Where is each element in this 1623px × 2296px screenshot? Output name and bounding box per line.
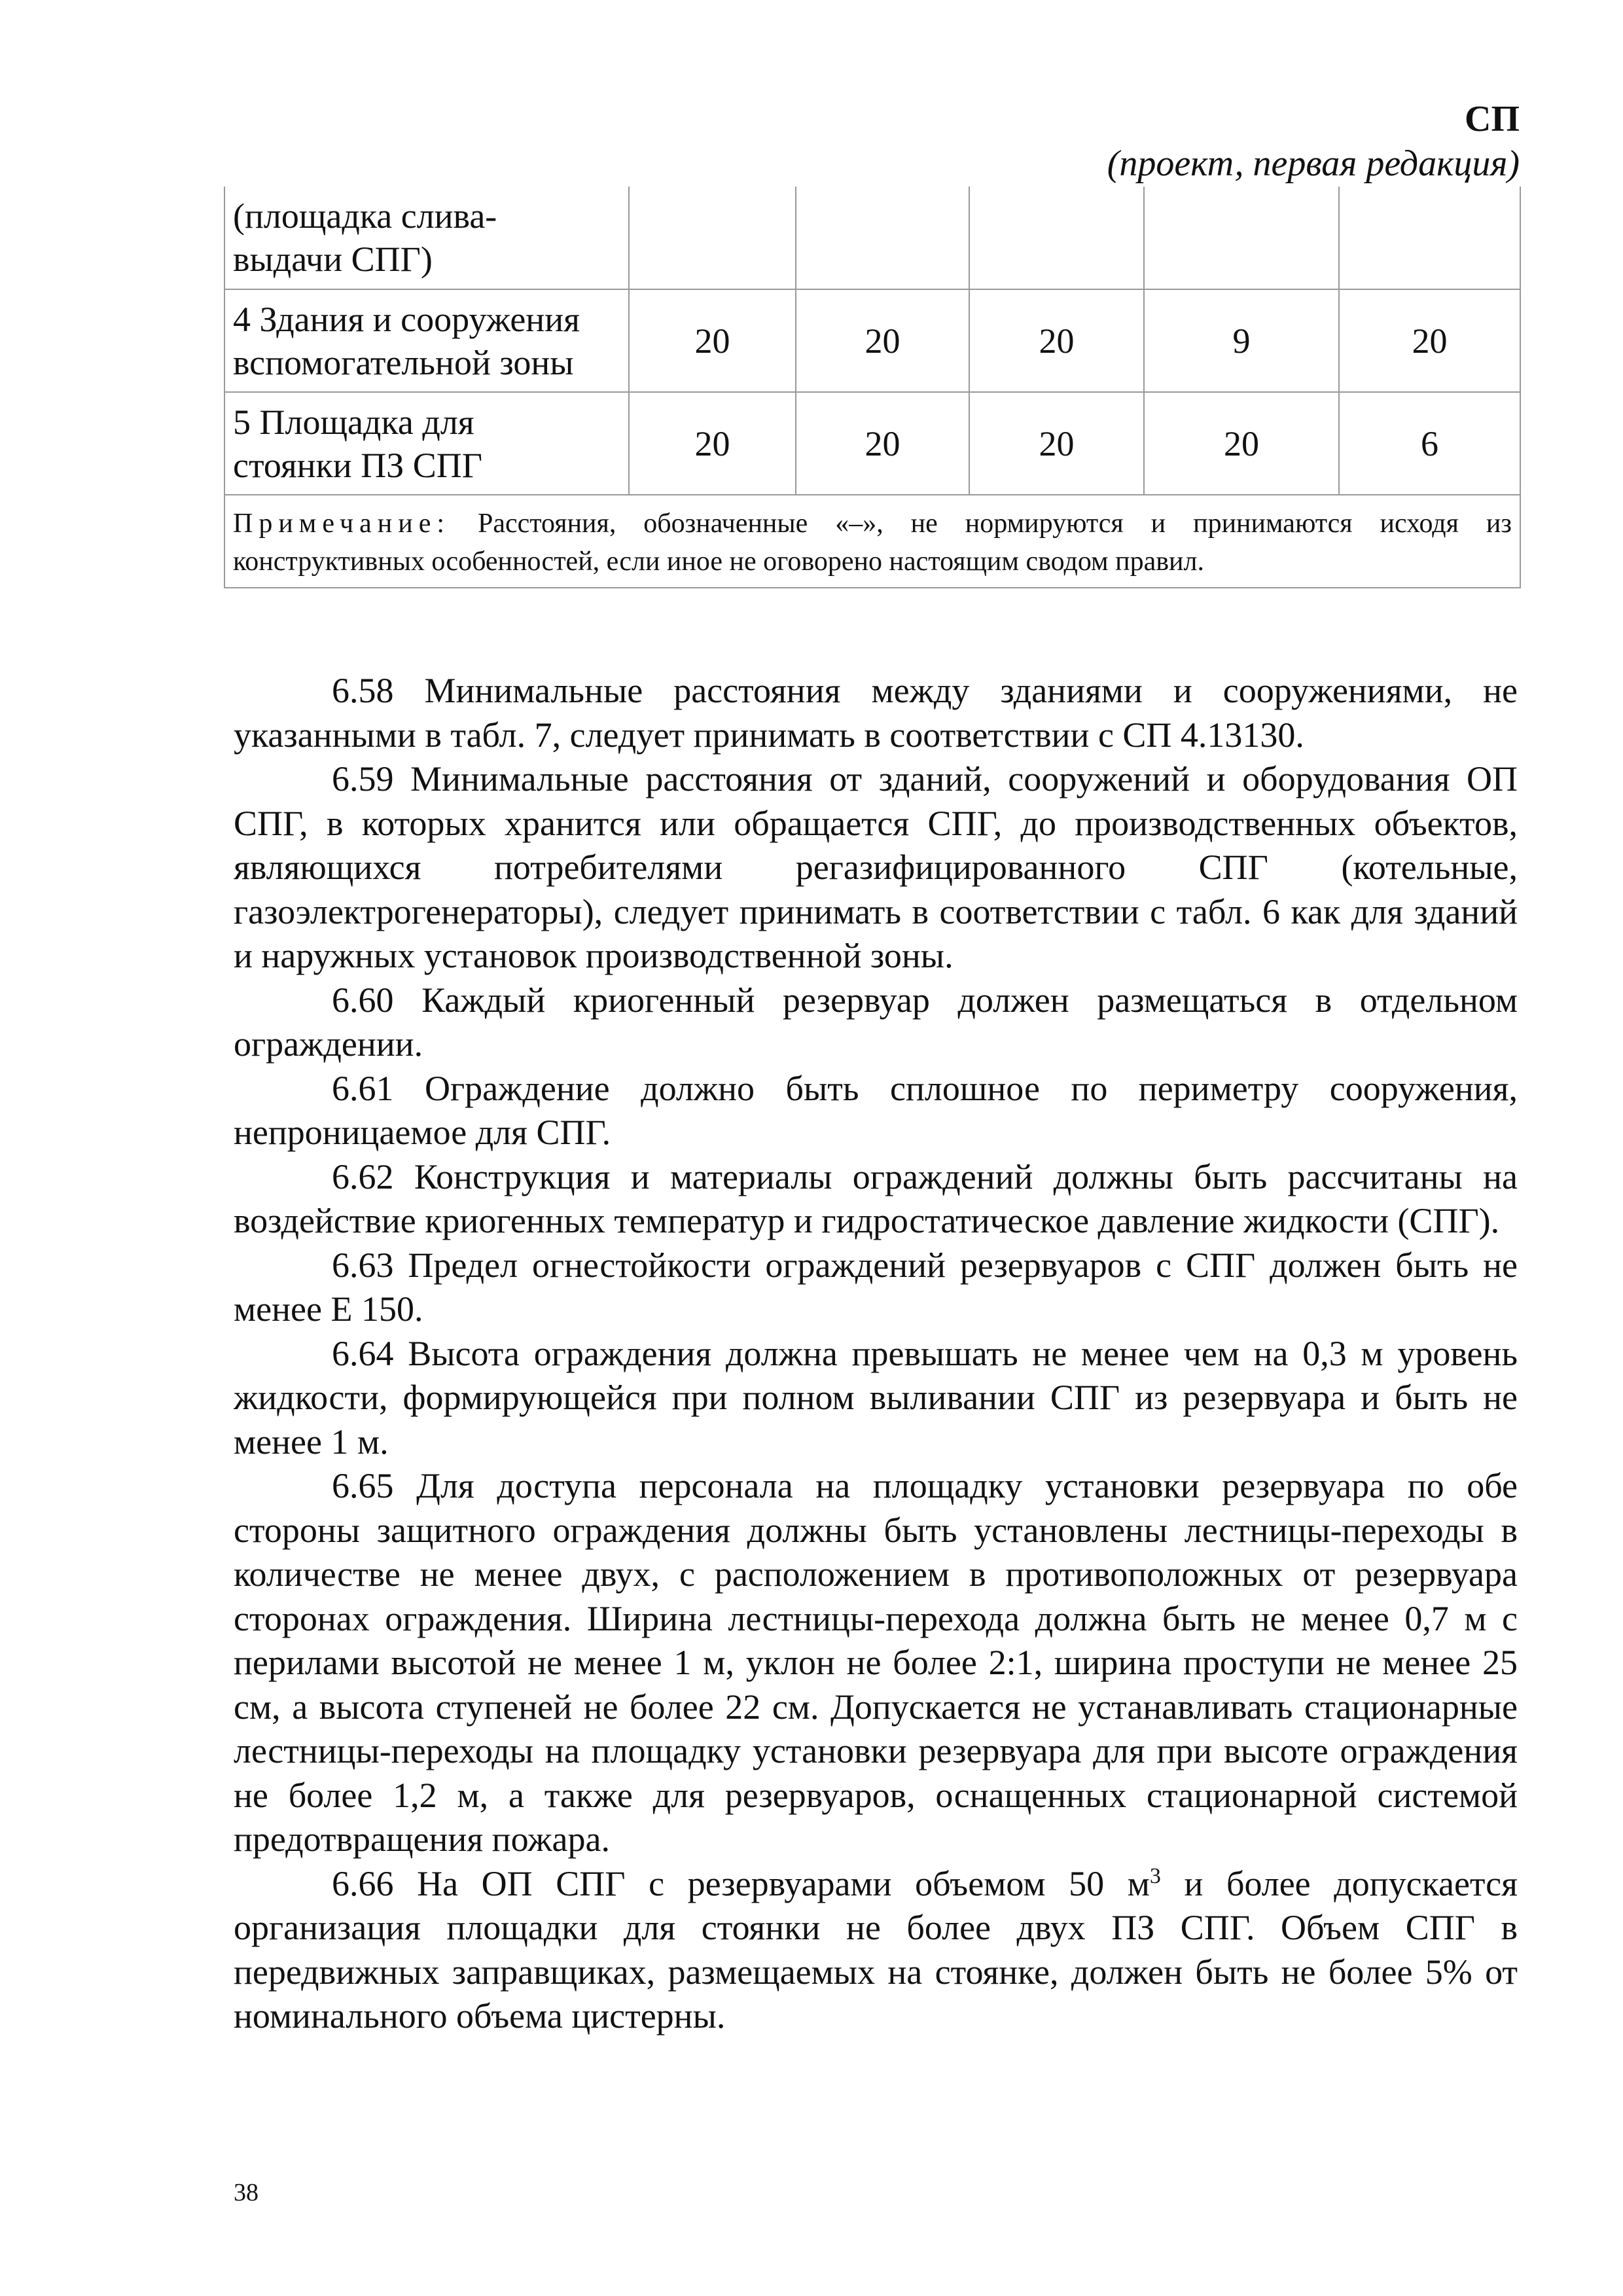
table-note xyxy=(224,495,1520,588)
table-cell: 20 xyxy=(1339,289,1520,392)
table-cell: 20 xyxy=(629,289,796,392)
document-edition: (проект, первая редакция) xyxy=(1107,143,1520,184)
table-cell: 20 xyxy=(969,392,1144,495)
table-cell: 6 xyxy=(1339,392,1520,495)
table-cell xyxy=(796,187,969,289)
distance-table xyxy=(224,187,1521,588)
note-label: Примечание: xyxy=(233,509,451,539)
superscript-3: 3 xyxy=(1149,1863,1161,1888)
table-cell: 20 xyxy=(796,392,969,495)
table-row xyxy=(224,187,1520,289)
table-cell xyxy=(1339,187,1520,289)
paragraph-6-63: 6.63 Предел огнестойкости ограждений резервуаров с СПГ должен быть не менее Е 150. xyxy=(234,1245,1518,1329)
row-label: 5 Площадка для стоянки ПЗ СПГ xyxy=(224,392,629,495)
page-number: 38 xyxy=(234,2179,259,2206)
paragraph-6-61: 6.61 Ограждение должно быть сплошное по периметру сооружения, непроницаемое для СПГ. xyxy=(234,1068,1518,1152)
note-text: Расстояния, обозначенные «–», не нормируются и принимаются исходя из конструктивных особенностей, если иное не оговорено настоящим сводом правил. xyxy=(233,509,1512,577)
paragraph-6-64: 6.64 Высота ограждения должна превышать не менее чем на 0,3 м уровень жидкости, формирующейся при полном выливании СПГ из резервуара и быть не менее 1 м. xyxy=(234,1333,1518,1462)
paragraph-6-58: 6.58 Минимальные расстояния между зданиями и сооружениями, не указанными в табл. 7, следует принимать в соответствии с СП 4.13130. xyxy=(234,671,1518,755)
paragraph-6-65: 6.65 Для доступа персонала на площадку установки резервуара по обе стороны защитного ограждения должны быть установлены лестницы-переходы в количестве не менее двух, с расположением в противоположных от резервуара сторонах ограждения. Ширина лестницы-перехода должна быть не менее 0,7 м с перилами высотой не менее 1 м, уклон не более 2:1, ширина проступи не менее 25 см, а высота ступеней не более 22 см. Допускается не устанавливать стационарные лестницы-переходы на площадку установки резервуара для при высоте ограждения не более 1,2 м, а также для резервуаров, оснащенных стационарной системой предотвращения пожара. xyxy=(234,1466,1518,1859)
table-note-row xyxy=(224,495,1520,588)
table-cell: 20 xyxy=(796,289,969,392)
paragraph-6-62: 6.62 Конструкция и материалы ограждений должны быть рассчитаны на воздействие криогенных температур и гидростатическое давление жидкости (СПГ). xyxy=(234,1157,1518,1240)
body-text xyxy=(234,669,1518,2039)
table-row xyxy=(224,289,1520,392)
table-cell xyxy=(969,187,1144,289)
table-cell: 20 xyxy=(629,392,796,495)
table-cell: 20 xyxy=(1144,392,1339,495)
row-label: (площадка слива- выдачи СПГ) xyxy=(224,187,629,289)
table-cell: 9 xyxy=(1144,289,1339,392)
paragraph-6-59: 6.59 Минимальные расстояния от зданий, сооружений и оборудования ОП СПГ, в которых хранится или обращается СПГ, до производственных объектов, являющихся потребителями регазифицированного СПГ (котельные, газоэлектрогенераторы), следует принимать в соответствии с табл. 6 как для зданий и наружных установок производственной зоны. xyxy=(234,759,1518,975)
row-label: 4 Здания и сооружения вспомогательной зоны xyxy=(224,289,629,392)
document-code: СП xyxy=(1465,99,1520,139)
table-cell xyxy=(629,187,796,289)
paragraph-6-60: 6.60 Каждый криогенный резервуар должен размещаться в отдельном ограждении. xyxy=(234,980,1518,1064)
table-row xyxy=(224,392,1520,495)
paragraph-6-66: 6.66 На ОП СПГ с резервуарами объемом 50 $м^3$ и более допускается организация площадки для стоянки не более двух ПЗ СПГ. Объем СПГ в передвижных заправщиках, размещаемых на стоянке, должен быть не более 5% от номинального объема цистерны. xyxy=(234,1863,1518,2036)
table-cell xyxy=(1144,187,1339,289)
table-cell: 20 xyxy=(969,289,1144,392)
